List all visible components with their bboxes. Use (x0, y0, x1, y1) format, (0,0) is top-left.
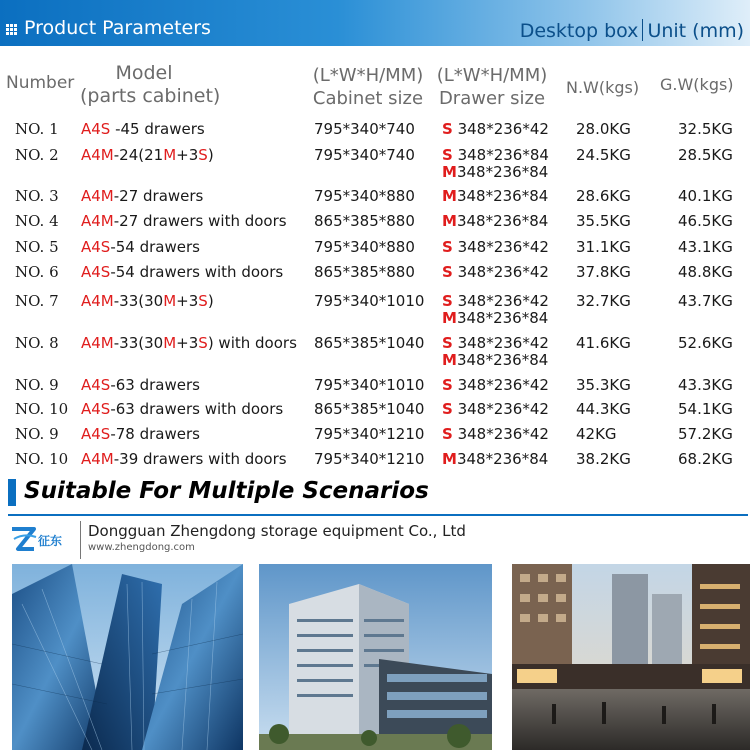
row-drawer-size (442, 187, 548, 205)
model-s-tag: S (198, 334, 208, 352)
drawer-dims: 348*236*84 (456, 309, 549, 327)
model-desc: -33(30 (113, 292, 164, 310)
drawer-dims: 348*236*42 (452, 263, 549, 281)
drawer-tag: S (442, 146, 453, 164)
model-code: A4S (81, 120, 111, 138)
row-gross-weight: 52.6KG (678, 334, 733, 352)
section-accent-bar (8, 479, 16, 506)
drawer-dims: 348*236*84 (456, 212, 549, 230)
row-number: NO. 10 (15, 400, 69, 418)
model-code: A4S (81, 425, 111, 443)
row-number: NO. 1 (15, 120, 59, 138)
model-desc: -33(30 (113, 334, 164, 352)
drawer-tag: S (442, 425, 453, 443)
row-number: NO. 2 (15, 146, 59, 164)
row-cabinet-size: 795*340*740 (314, 146, 415, 164)
row-cabinet-size: 795*340*1210 (314, 425, 425, 443)
model-code: A4S (81, 400, 111, 418)
drawer-dims: 348*236*84 (456, 187, 549, 205)
drawer-dims: 348*236*84 (456, 450, 549, 468)
model-code: A4S (81, 263, 111, 281)
model-code: A4M (81, 334, 114, 352)
row-number: NO. 9 (15, 425, 59, 443)
drawer-header-line2: Drawer size (438, 88, 546, 109)
model-desc: -39 drawers with doors (113, 450, 287, 468)
drawer-tag: S (442, 400, 453, 418)
row-cabinet-size: 795*340*740 (314, 120, 415, 138)
drawer-dims: 348*236*42 (452, 334, 549, 352)
model-code: A4M (81, 212, 114, 230)
drawer-dims: 348*236*42 (452, 292, 549, 310)
drawer-dims: 348*236*42 (452, 400, 549, 418)
row-drawer-size (442, 146, 549, 164)
model-code: A4S (81, 376, 111, 394)
company-logo (10, 523, 76, 557)
model-desc: -45 drawers (110, 120, 205, 138)
model-code: A4M (81, 450, 114, 468)
model-desc: -24(21 (113, 146, 164, 164)
row-model (81, 292, 214, 310)
drawer-dims: 348*236*42 (452, 120, 549, 138)
logo-text: 征东 (38, 534, 63, 548)
row-gross-weight: 46.5KG (678, 212, 733, 230)
row-drawer-size (442, 292, 549, 310)
row-model (81, 212, 287, 230)
model-tail: ) with doors (207, 334, 297, 352)
drawer-tag: S (442, 120, 453, 138)
row-net-weight: 31.1KG (576, 238, 631, 256)
row-gross-weight: 57.2KG (678, 425, 733, 443)
row-model (81, 400, 283, 418)
cabinet-header-line1: (L*W*H/MM) (312, 65, 424, 86)
column-header-cabinet-size (308, 64, 428, 110)
row-number: NO. 4 (15, 212, 59, 230)
model-m-tag: M (163, 292, 177, 310)
row-drawer-size (442, 376, 549, 394)
row-drawer-size-2 (442, 351, 548, 369)
row-cabinet-size: 795*340*1210 (314, 450, 425, 468)
row-drawer-size-2 (442, 163, 548, 181)
section-underline (8, 514, 748, 516)
row-net-weight: 28.6KG (576, 187, 631, 205)
row-net-weight: 35.3KG (576, 376, 631, 394)
row-gross-weight: 28.5KG (678, 146, 733, 164)
drawer-tag: M (442, 212, 457, 230)
row-drawer-size (442, 120, 549, 138)
type-label: Desktop box (519, 20, 639, 42)
row-net-weight: 44.3KG (576, 400, 631, 418)
row-net-weight: 24.5KG (576, 146, 631, 164)
drawer-tag: M (442, 351, 457, 369)
row-drawer-size (442, 238, 549, 256)
row-number: NO. 8 (15, 334, 59, 352)
drawer-dims: 348*236*84 (456, 163, 549, 181)
model-desc: -54 drawers with doors (110, 263, 284, 281)
row-number: NO. 10 (15, 450, 69, 468)
model-desc: -54 drawers (110, 238, 200, 256)
row-cabinet-size: 795*340*880 (314, 238, 415, 256)
cabinet-header-line2: Cabinet size (312, 88, 424, 109)
zhengdong-logo-icon (10, 523, 76, 557)
header-divider (642, 19, 643, 41)
drawer-tag: M (442, 163, 457, 181)
row-gross-weight: 40.1KG (678, 187, 733, 205)
row-drawer-size (442, 450, 548, 468)
row-drawer-size (442, 425, 549, 443)
model-mid: +3 (176, 146, 199, 164)
row-model (81, 238, 200, 256)
row-cabinet-size: 865*385*880 (314, 212, 415, 230)
model-code: A4M (81, 146, 114, 164)
drawer-tag: S (442, 334, 453, 352)
model-code: A4S (81, 238, 111, 256)
model-desc: -27 drawers with doors (113, 212, 287, 230)
row-number: NO. 9 (15, 376, 59, 394)
photo-city-street (512, 564, 750, 750)
row-cabinet-size: 795*340*1010 (314, 376, 425, 394)
drawer-tag: S (442, 263, 453, 281)
model-s-tag: S (198, 292, 208, 310)
row-gross-weight: 43.3KG (678, 376, 733, 394)
drawer-tag: M (442, 309, 457, 327)
model-s-tag: S (198, 146, 208, 164)
drawer-tag: M (442, 450, 457, 468)
drawer-tag: S (442, 238, 453, 256)
row-model (81, 263, 283, 281)
drawer-tag: M (442, 187, 457, 205)
model-desc: -27 drawers (113, 187, 204, 205)
model-tail: ) (207, 292, 214, 310)
drawer-dims: 348*236*84 (452, 146, 549, 164)
row-gross-weight: 54.1KG (678, 400, 733, 418)
column-header-net-weight: N.W(kgs) (566, 78, 640, 97)
row-net-weight: 37.8KG (576, 263, 631, 281)
model-tail: ) (207, 146, 214, 164)
model-desc: -63 drawers with doors (110, 400, 284, 418)
column-header-gross-weight: G.W(kgs) (660, 75, 734, 94)
drawer-dims: 348*236*42 (452, 238, 549, 256)
row-net-weight: 32.7KG (576, 292, 631, 310)
row-drawer-size (442, 212, 548, 230)
model-mid: +3 (176, 334, 199, 352)
row-model (81, 425, 200, 443)
row-cabinet-size: 865*385*1040 (314, 400, 425, 418)
row-cabinet-size: 795*340*1010 (314, 292, 425, 310)
row-drawer-size-2 (442, 309, 548, 327)
photo-office-building (259, 564, 492, 750)
drawer-dims: 348*236*42 (452, 425, 549, 443)
grid-icon (6, 24, 17, 35)
row-net-weight: 41.6KG (576, 334, 631, 352)
drawer-header-line1: (L*W*H/MM) (436, 65, 548, 86)
row-number: NO. 5 (15, 238, 59, 256)
row-net-weight: 35.5KG (576, 212, 631, 230)
row-number: NO. 7 (15, 292, 59, 310)
unit-label: Unit (mm) (647, 20, 744, 42)
row-gross-weight: 32.5KG (678, 120, 733, 138)
row-cabinet-size: 865*385*1040 (314, 334, 425, 352)
model-header-line2: (parts cabinet) (80, 85, 221, 107)
row-drawer-size (442, 400, 549, 418)
row-net-weight: 28.0KG (576, 120, 631, 138)
row-gross-weight: 48.8KG (678, 263, 733, 281)
model-code: A4M (81, 292, 114, 310)
row-model (81, 146, 214, 164)
row-net-weight: 42KG (576, 425, 617, 443)
row-drawer-size (442, 334, 549, 352)
row-gross-weight: 68.2KG (678, 450, 733, 468)
row-cabinet-size: 865*385*880 (314, 263, 415, 281)
photo-skyscrapers (12, 564, 243, 750)
company-website: www.zhengdong.com (88, 542, 195, 553)
model-m-tag: M (163, 334, 177, 352)
model-desc: -78 drawers (110, 425, 200, 443)
header-bar (0, 0, 750, 46)
row-model (81, 334, 297, 352)
row-gross-weight: 43.7KG (678, 292, 733, 310)
row-number: NO. 6 (15, 263, 59, 281)
row-cabinet-size: 795*340*880 (314, 187, 415, 205)
company-name: Dongguan Zhengdong storage equipment Co., Ltd (88, 522, 466, 540)
row-model (81, 120, 205, 138)
section-title: Suitable For Multiple Scenarios (24, 478, 429, 504)
row-model (81, 187, 203, 205)
drawer-tag: S (442, 292, 453, 310)
model-desc: -63 drawers (110, 376, 200, 394)
header-right-labels (520, 19, 744, 42)
row-drawer-size (442, 263, 549, 281)
logo-divider (80, 521, 81, 559)
column-header-number: Number (6, 73, 75, 93)
column-header-drawer-size (436, 64, 548, 110)
row-gross-weight: 43.1KG (678, 238, 733, 256)
drawer-tag: S (442, 376, 453, 394)
model-mid: +3 (176, 292, 199, 310)
page-title: Product Parameters (24, 17, 211, 39)
drawer-dims: 348*236*84 (456, 351, 549, 369)
row-net-weight: 38.2KG (576, 450, 631, 468)
row-number: NO. 3 (15, 187, 59, 205)
model-code: A4M (81, 187, 114, 205)
model-m-tag: M (163, 146, 177, 164)
model-header-line1: Model (115, 62, 173, 84)
row-model (81, 376, 200, 394)
column-header-model (80, 62, 221, 108)
row-model (81, 450, 287, 468)
drawer-dims: 348*236*42 (452, 376, 549, 394)
